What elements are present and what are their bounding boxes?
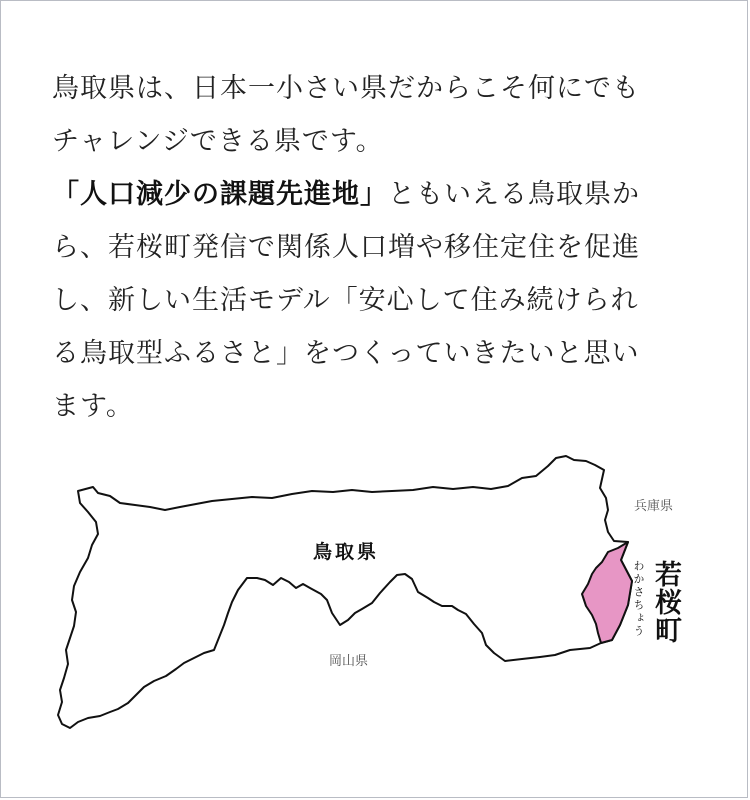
intro-line-2: チャレンジできる県です。 bbox=[52, 126, 384, 157]
intro-line-1: 鳥取県は、日本一小さい県だからこそ何にでも bbox=[52, 73, 640, 104]
hyogo-prefecture-label: 兵庫県 bbox=[634, 499, 674, 514]
intro-line-7: ます。 bbox=[52, 391, 134, 422]
emphasis-phrase: 「人口減少の課題先進地」 bbox=[52, 179, 388, 210]
intro-line-3-rest: ともいえる鳥取県か bbox=[388, 179, 640, 210]
wakasa-town-label: 若桜町 bbox=[650, 560, 681, 644]
town-reading-ruby: わかさちょう bbox=[632, 560, 645, 638]
tottori-prefecture-label: 鳥取県 bbox=[313, 541, 380, 563]
intro-line-5: し、新しい生活モデル「安心して住み続けられ bbox=[52, 285, 639, 316]
okayama-prefecture-label: 岡山県 bbox=[329, 654, 369, 669]
intro-line-6: る鳥取型ふるさと」をつくっていきたいと思い bbox=[52, 338, 640, 369]
intro-text bbox=[52, 62, 712, 433]
tottori-prefecture-outline bbox=[58, 456, 632, 728]
intro-line-3 bbox=[52, 168, 712, 221]
intro-line-4: ら、若桜町発信で関係人口増や移住定住を促進 bbox=[52, 232, 640, 263]
